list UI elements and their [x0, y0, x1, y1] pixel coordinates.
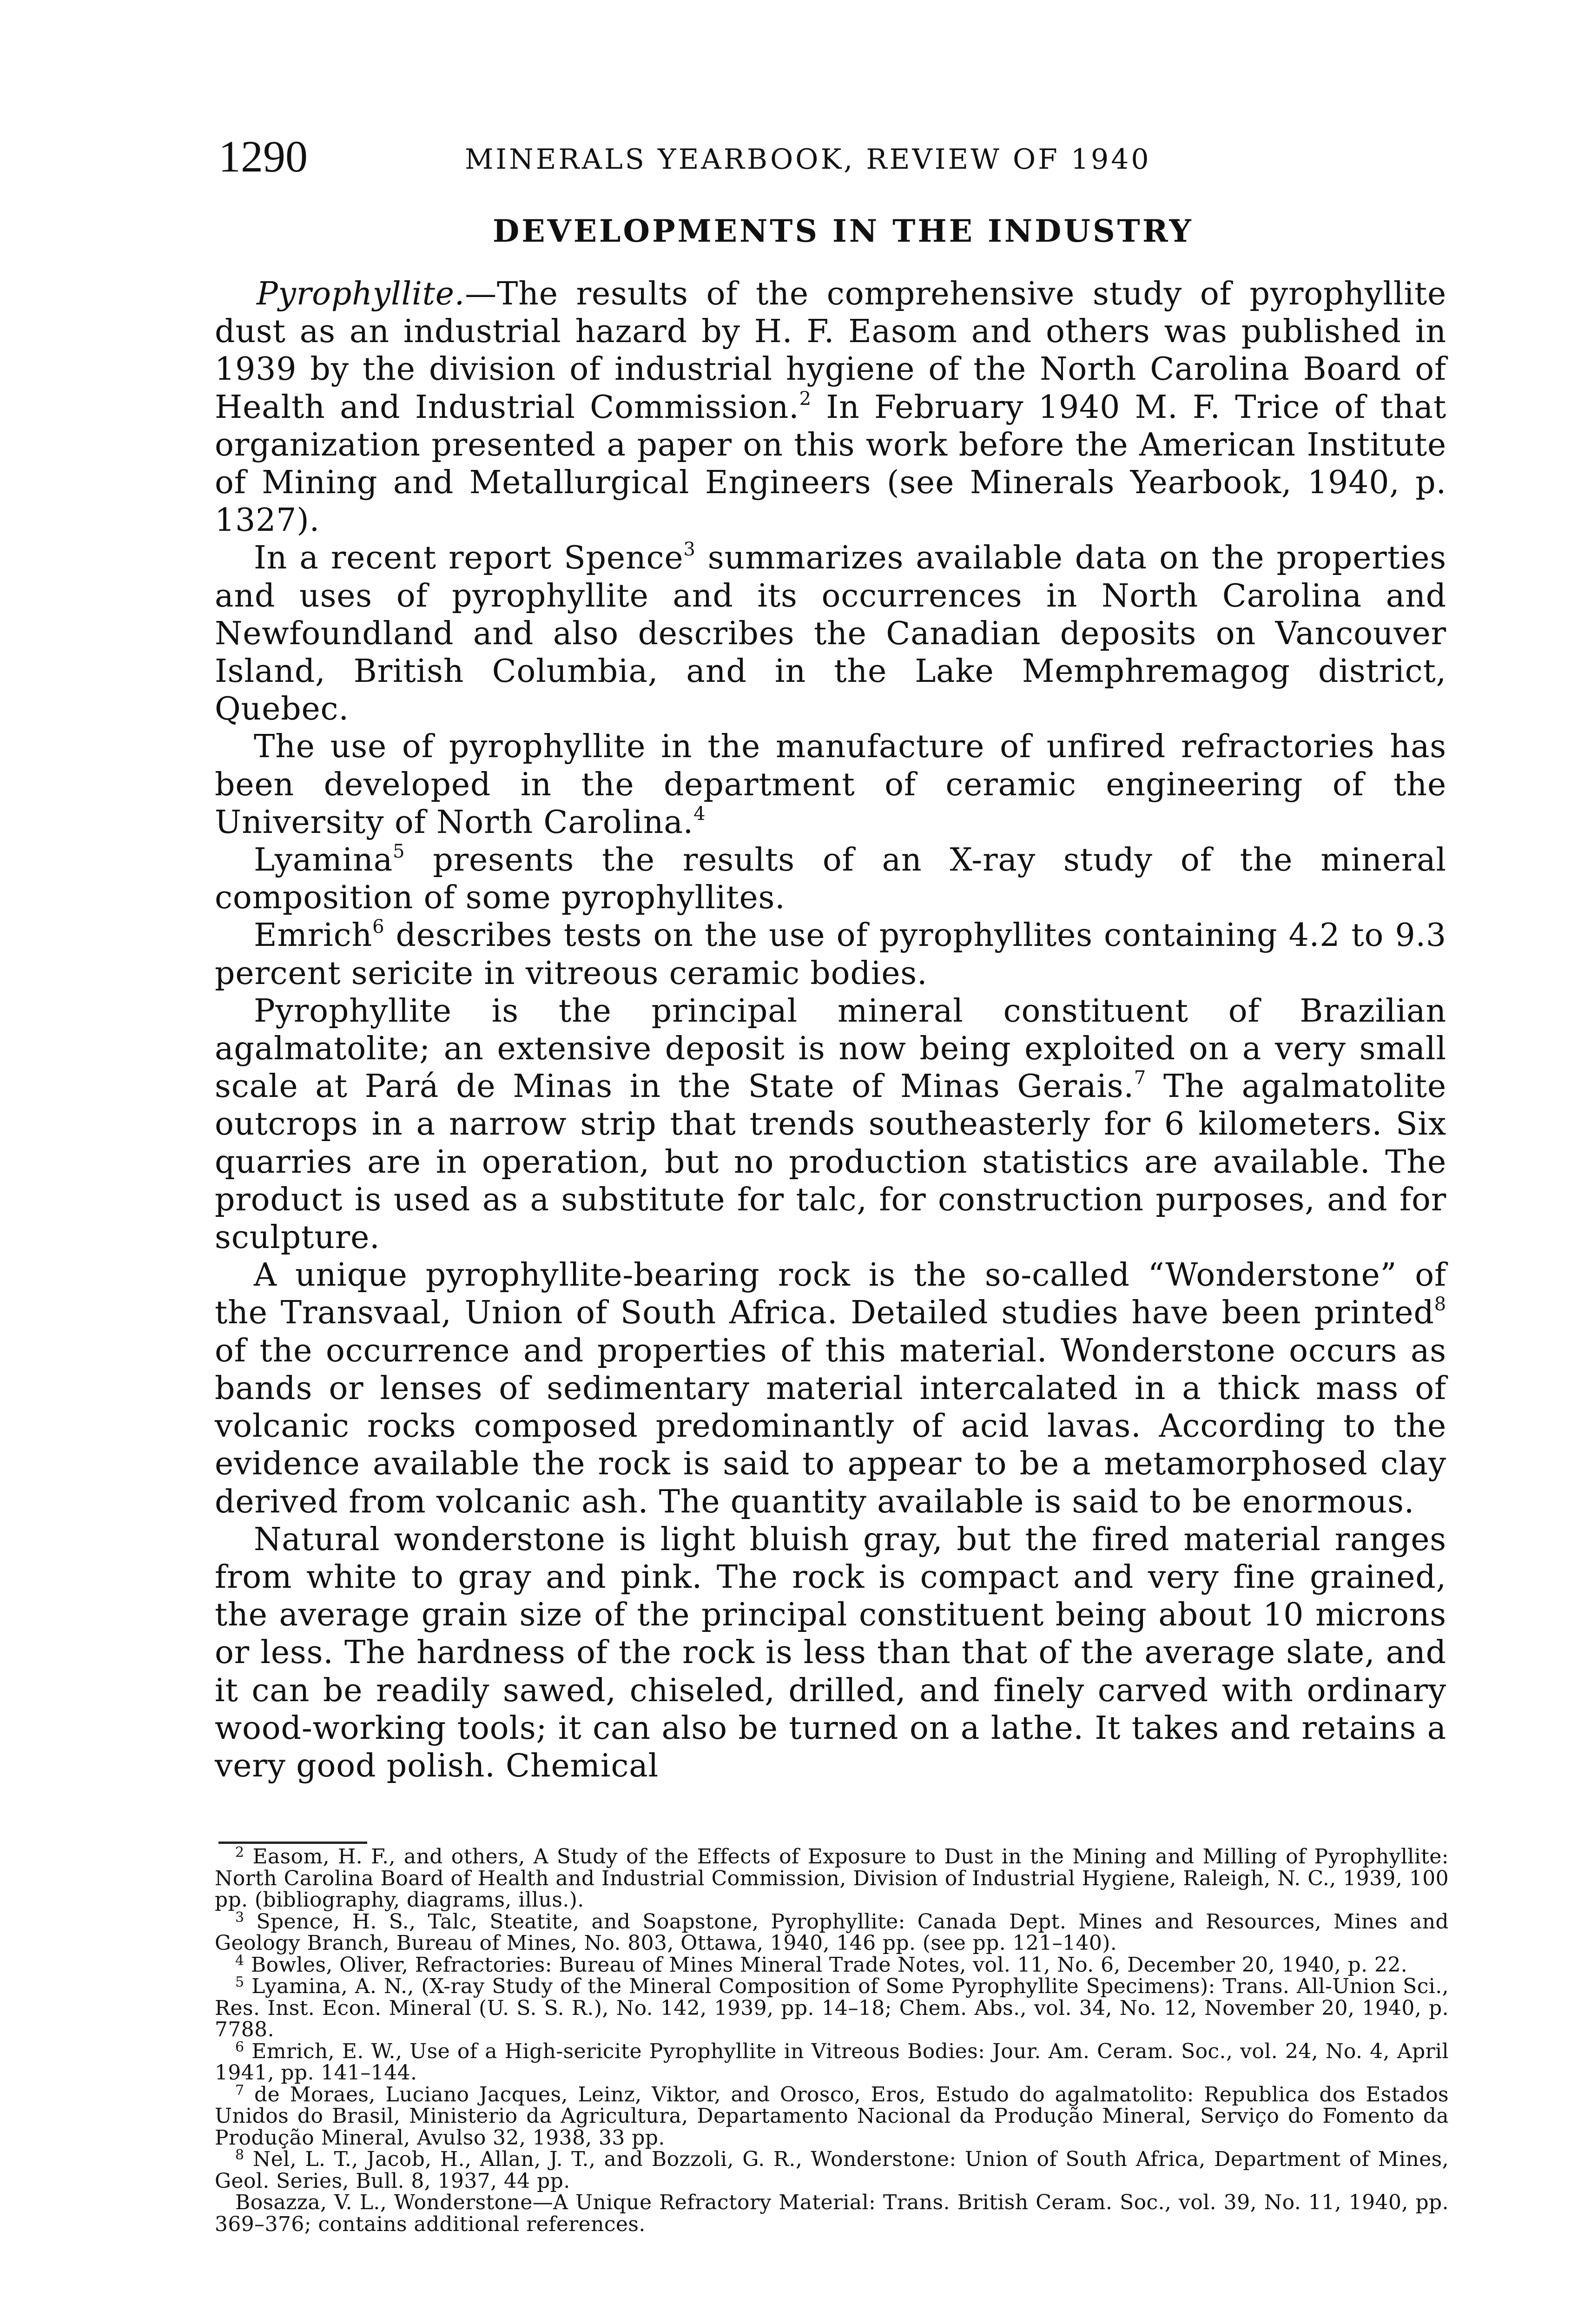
paragraph-text: In a recent report Spence — [254, 540, 684, 577]
page-number: 1290 — [218, 132, 308, 181]
body-text — [215, 275, 1446, 1785]
footnote — [215, 2149, 1449, 2192]
footnote-number: 8 — [235, 2147, 244, 2163]
footnote-ref: 7 — [1134, 1067, 1147, 1089]
footnote — [215, 1954, 1449, 1976]
running-title: MINERALS YEARBOOK, REVIEW OF 1940 — [465, 143, 1151, 176]
paragraph-text: Lyamina — [254, 842, 393, 879]
footnote-text: Bowles, Oliver, Refractories: Bureau of Mines Mineral Trade Notes, vol. 11, No. 6, December 20, 1940, p. 22. — [244, 1953, 1408, 1977]
footnotes — [215, 1846, 1449, 2235]
footnote-ref: 6 — [372, 916, 385, 938]
footnote — [215, 1911, 1449, 1954]
paragraph-text: The agalmatolite outcrops in a narrow strip that trends southeasterly for 6 kilometers. Six quarries are in operation, but no production statistics are available. The product is used as a substitute for talc, for construction purposes, and for sculpture. — [215, 1068, 1446, 1256]
paragraph-wonderstone — [215, 1256, 1446, 1520]
paragraph-text: Pyrophyllite is the principal mineral constituent of Brazilian agalmatolite; an extensive deposit is now being exploited on a very small scale at Pará de Minas in the State of Minas Gerais. — [215, 992, 1446, 1105]
paragraph-emrich — [215, 917, 1446, 992]
paragraph-text: Natural wonderstone is light bluish gray, but the fired material ranges from white to gray and pink. The rock is compact and very fine grained, the average grain size of the principal constituent being about 10 microns or less. The hardness of the rock is less than that of the average slate, and it can be readily sawed, chiseled, drilled, and finely carved with ordinary wood-working tools; it can also be turned on a lathe. It takes and retains a very good polish. Chemical — [215, 1521, 1446, 1784]
footnote — [215, 2041, 1449, 2084]
footnote-text: Emrich, E. W., Use of a High-sericite Pyrophyllite in Vitreous Bodies: Jour. Am. Ceram. Soc., vol. 24, No. 4, April 1941, pp. 141–144. — [215, 2039, 1449, 2085]
paragraph-text: In February 1940 M. F. Trice of that organization presented a paper on this work before the American Institute of Mining and Metallurgical Engineers (see Minerals Yearbook, 1940, p. 1327). — [215, 389, 1446, 539]
paragraph-refractories — [215, 728, 1446, 841]
footnote-rule — [218, 1842, 367, 1844]
footnote-text: Bosazza, V. L., Wonderstone—A Unique Refractory Material: Trans. British Ceram. Soc., vol. 39, No. 11, 1940, pp. 369–376; contains additional references. — [215, 2191, 1449, 2236]
footnote — [215, 1976, 1449, 2041]
footnote-text: Spence, H. S., Talc, Steatite, and Soapstone, Pyrophyllite: Canada Dept. Mines and Resources, Mines and Geology Branch, Bureau of Mines, No. 803, Ottawa, 1940, 146 pp. (see pp. 121–140). — [215, 1909, 1449, 1955]
footnote-ref: 2 — [799, 388, 812, 409]
footnote-number: 3 — [235, 1909, 244, 1926]
paragraph-natural-wonderstone — [215, 1521, 1446, 1785]
paragraph-spence — [215, 539, 1446, 728]
paragraph-text: —The results of the comprehensive study of pyrophyllite dust as an industrial hazard by H. F. Easom and others was published in 1939 by the division of industrial hygiene of the North Carolina Board of Health and Industrial Commission. — [215, 276, 1446, 426]
footnote-ref: 8 — [1434, 1294, 1446, 1315]
footnote-number: 2 — [235, 1844, 244, 1861]
paragraph-text: presents the results of an X-ray study of the mineral composition of some pyrophyllites. — [215, 842, 1446, 917]
footnote-ref: 4 — [693, 803, 706, 825]
section-heading: DEVELOPMENTS IN THE INDUSTRY — [493, 213, 1194, 249]
paragraph-text: A unique pyrophyllite-bearing rock is the so-called “Wonderstone” of the Transvaal, Union of South Africa. Detailed studies have been printed — [215, 1257, 1446, 1332]
paragraph-pyrophyllite — [215, 275, 1446, 539]
footnote — [215, 1846, 1449, 1911]
paragraph-text: Emrich — [254, 917, 373, 954]
paragraph-text: describes tests on the use of pyrophyllites containing 4.2 to 9.3 percent sericite in vitreous ceramic bodies. — [215, 917, 1446, 992]
footnote-text: Nel, L. T., Jacob, H., Allan, J. T., and Bozzoli, G. R., Wonderstone: Union of South Africa, Department of Mines, Geol. Series, Bull. 8, 1937, 44 pp. — [215, 2147, 1449, 2193]
footnote — [215, 2084, 1449, 2149]
page-header — [218, 131, 1446, 182]
footnote-text: Easom, H. F., and others, A Study of the Effects of Exposure to Dust in the Mining and Milling of Pyrophyllite: North Carolina Board of Health and Industrial Commission, Division of Industrial Hygiene, Raleigh, N. C., 1939, 100 pp. (bibliography, diagrams, illus.). — [215, 1845, 1449, 1912]
paragraph-lyamina — [215, 841, 1446, 917]
footnote-number: 4 — [235, 1952, 244, 1969]
paragraph-text: summarizes available data on the properties and uses of pyrophyllite and its occurrences in North Carolina and Newfoundland and also describes the Canadian deposits on Vancouver Island, British Columbia, and in the Lake Memphremagog district, Quebec. — [215, 540, 1446, 728]
footnote-number: 7 — [235, 2082, 244, 2099]
footnote-number: 6 — [235, 2039, 244, 2055]
paragraph-agalmatolite — [215, 992, 1446, 1256]
footnote-ref: 3 — [683, 539, 696, 561]
footnote-text: Lyamina, A. N., (X-ray Study of the Mineral Composition of Some Pyrophyllite Specimens): Trans. All-Union Sci., Res. Inst. Econ. Mineral (U. S. S. R.), No. 142, 1939, pp. 14–18; Chem. Abs., vol. 34, No. 12, November 20, 1940, p. 7788. — [215, 1974, 1449, 2041]
footnote-ref: 5 — [393, 841, 405, 863]
paragraph-text: The use of pyrophyllite in the manufacture of unfired refractories has been developed in the department of ceramic engineering of the University of North Carolina. — [215, 728, 1446, 841]
run-in-title: Pyrophyllite. — [257, 276, 465, 312]
footnote-text: de Moraes, Luciano Jacques, Leinz, Viktor, and Orosco, Eros, Estudo do agalmatolito: Republica dos Estados Unidos do Brasil, Ministerio da Agricultura, Departamento Nacional da Produção Mineral, Serviço do Fomento da Produção Mineral, Avulso 32, 1938, 33 pp. — [215, 2082, 1449, 2150]
footnote-number: 5 — [235, 1974, 244, 1990]
paragraph-text: of the occurrence and properties of this material. Wonderstone occurs as bands or lenses of sedimentary material intercalated in a thick mass of volcanic rocks composed predominantly of acid lavas. According to the evidence available the rock is said to appear to be a metamorphosed clay derived from volcanic ash. The quantity available is said to be enormous. — [215, 1332, 1446, 1520]
footnote — [215, 2192, 1449, 2235]
